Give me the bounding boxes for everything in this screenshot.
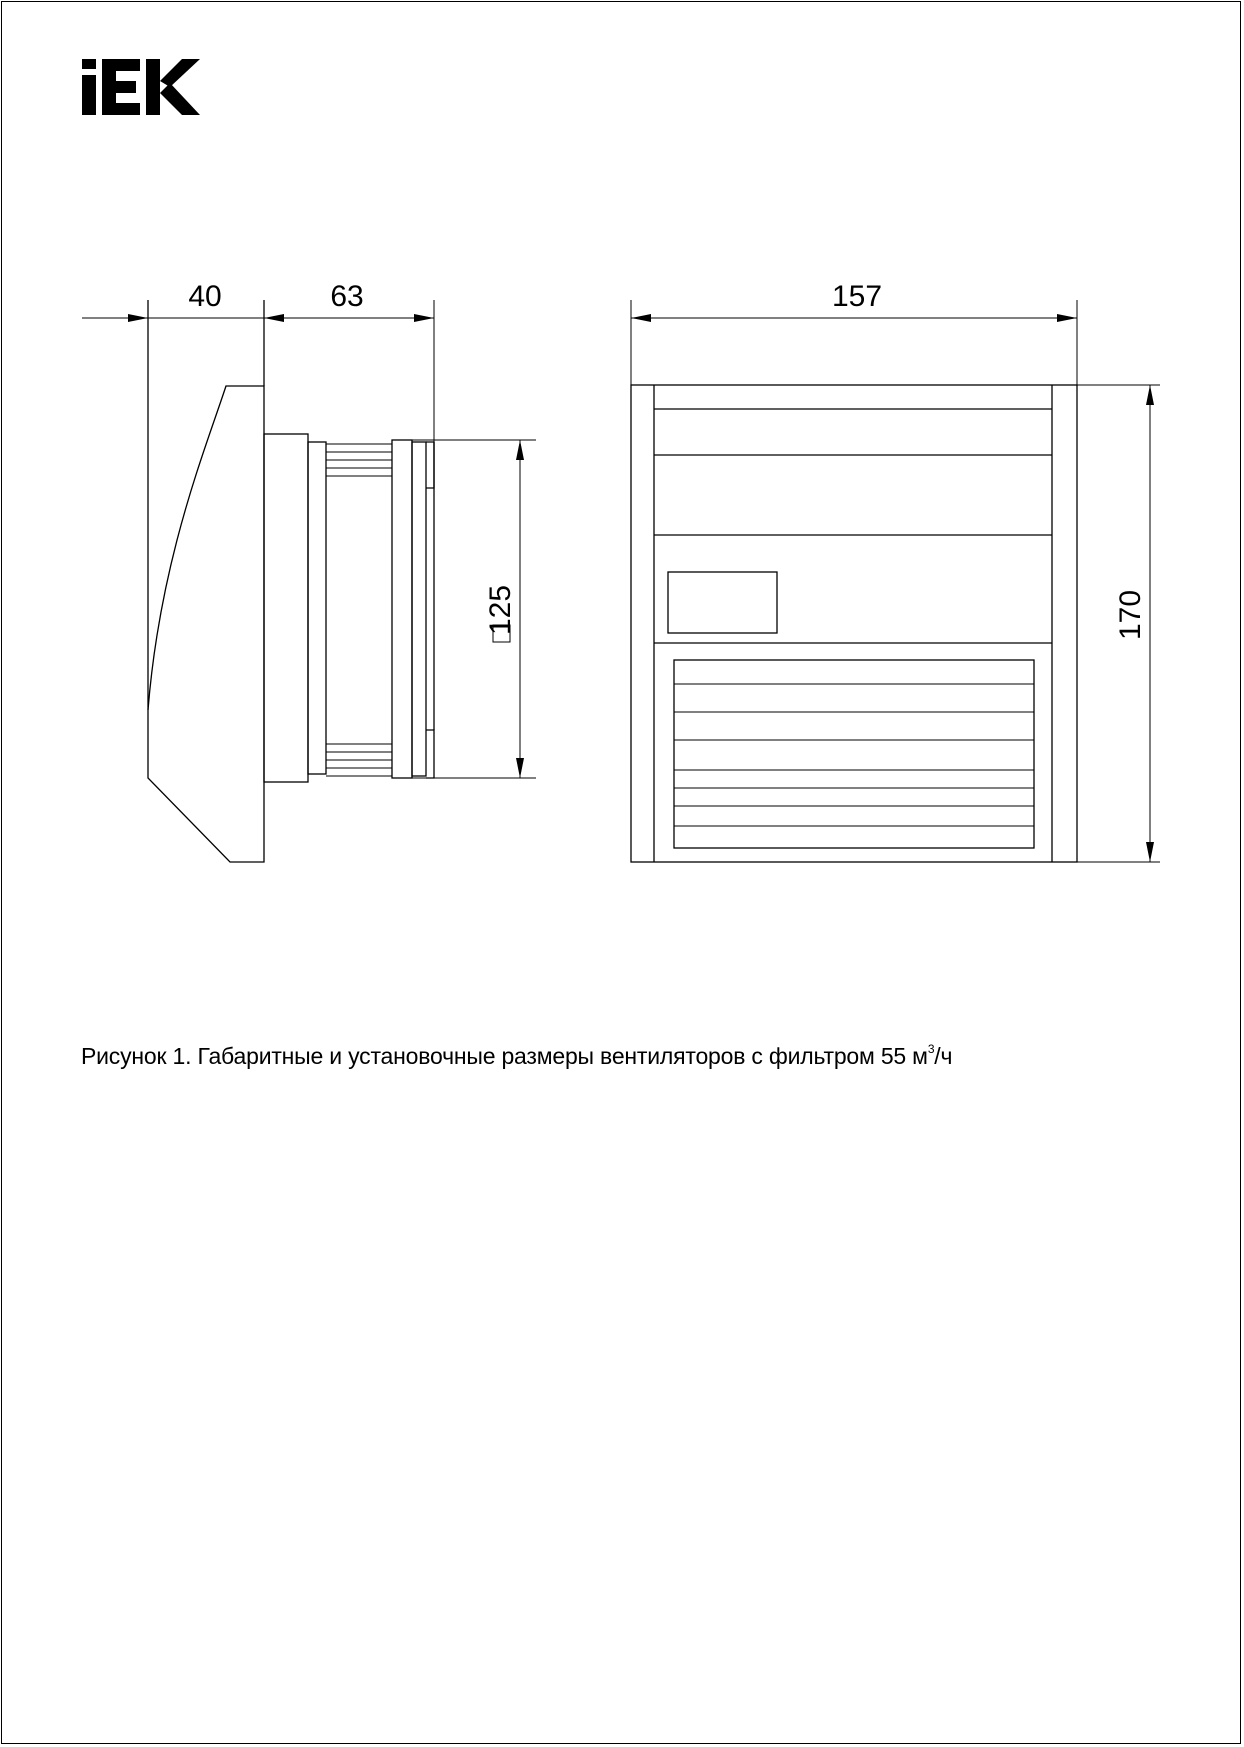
caption-text: Рисунок 1. Габаритные и установочные размеры вентиляторов с фильтром 55 м	[81, 1043, 928, 1069]
caption-suffix: /ч	[934, 1043, 953, 1069]
caption-superscript: 3	[927, 1042, 935, 1056]
housing-profile	[148, 386, 264, 862]
dim-125: 125	[484, 584, 517, 636]
dim-63: 63	[330, 280, 364, 313]
label-window	[668, 572, 777, 633]
dim-157: 157	[831, 280, 883, 313]
dim-40: 40	[188, 280, 222, 313]
dim-170: 170	[1114, 589, 1147, 641]
cooling-fins	[326, 444, 392, 776]
flange	[264, 434, 308, 782]
rear-block	[392, 440, 412, 778]
side-view	[82, 280, 536, 862]
front-outline	[631, 385, 1077, 862]
front-view	[631, 280, 1160, 862]
filter-grille	[674, 660, 1034, 848]
figure-caption	[81, 1043, 952, 1070]
